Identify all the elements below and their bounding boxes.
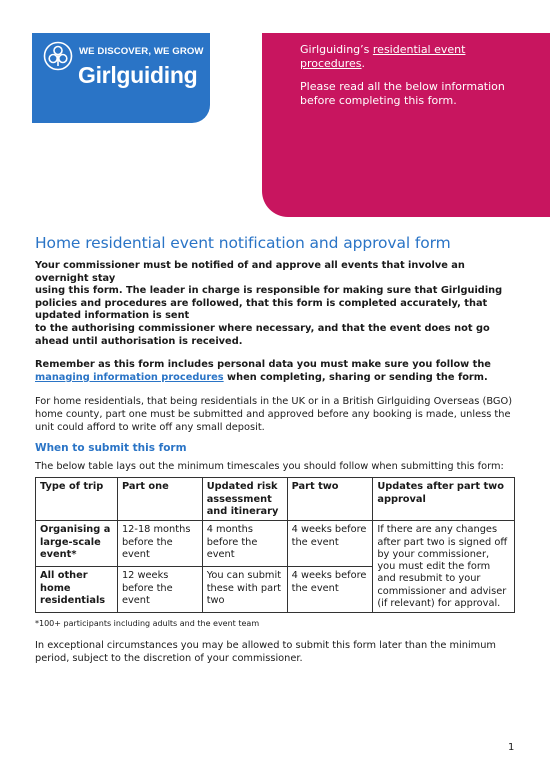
table-cell: 4 weeks before the event — [287, 567, 373, 613]
table-row — [36, 521, 515, 567]
page-title: Home residential event notification and approval form — [35, 234, 451, 252]
intro-paragraph-3: For home residentials, that being residentials in the UK or in a British Girlguiding Overseas (BGO) home county, part one must be submitted and approved before any booking is made, unless the unit could afford to write off any small deposit. — [35, 396, 513, 434]
intro-p2-text: Remember as this form includes personal data you must make sure you follow the — [35, 359, 491, 371]
callout-text: Girlguiding’s — [300, 43, 373, 56]
intro-paragraph-2 — [35, 359, 515, 384]
callout-para-1 — [300, 43, 525, 71]
page-number: 1 — [508, 742, 515, 753]
header-cell: Type of trip — [36, 478, 118, 521]
intro-paragraph-1 — [35, 260, 515, 348]
girlguiding-logo — [32, 33, 210, 123]
table-cell: 4 weeks before the event — [287, 521, 373, 567]
callout-para-2: Please read all the below information before completing this form. — [300, 80, 505, 107]
updates-merged-cell: If there are any changes after part two is signed off by your commissioner, you must edit the form and resubmit to your commissioner and adviser (if relevant) for approval. — [373, 521, 515, 613]
header-cell: Part one — [117, 478, 202, 521]
table-header-row — [36, 478, 515, 521]
table-footnote: *100+ participants including adults and the event team — [35, 619, 260, 629]
closing-paragraph: In exceptional circumstances you may be allowed to submit this form later than the minimum period, subject to the discretion of your commissioner. — [35, 640, 496, 665]
header-cell: Updates after part two approval — [373, 478, 515, 521]
logo-wordmark: Girlguiding — [78, 62, 198, 88]
row-type-cell: Organising a large-scale event* — [36, 521, 118, 567]
intro-line-1: Your commissioner must be notified of and approve all events that involve an overnight stay — [35, 260, 465, 284]
header-callout-text — [300, 43, 525, 117]
timescales-table — [35, 477, 515, 613]
managing-information-link[interactable]: managing information procedures — [35, 371, 224, 383]
section-heading-when: When to submit this form — [35, 442, 187, 455]
intro-p2-text-end: when completing, sharing or sending the form. — [223, 371, 488, 383]
intro-line-2: using this form. The leader in charge is responsible for making sure that Girlguiding policies and procedures are followed, that this form is completed accurately, that updated information is sent — [35, 285, 503, 322]
table-cell: 12-18 months before the event — [117, 521, 202, 567]
row-type-cell: All other home residentials — [36, 567, 118, 613]
intro-line-3: to the authorising commissioner where necessary, and that the event does not go ahead until authorisation is received. — [35, 322, 490, 347]
table-cell: 4 months before the event — [202, 521, 287, 567]
table-cell: 12 weeks before the event — [117, 567, 202, 613]
header-cell: Part two — [287, 478, 373, 521]
header-callout-panel — [262, 33, 550, 217]
main-content — [35, 234, 515, 665]
table-cell: You can submit these with part two — [202, 567, 287, 613]
residential-procedures-link[interactable]: residential event procedures — [300, 43, 466, 70]
trefoil-icon — [43, 41, 73, 71]
callout-text-end: . — [361, 57, 366, 70]
when-lead-text: The below table lays out the minimum timescales you should follow when submitting this form: — [35, 461, 504, 473]
logo-tagline: WE DISCOVER, WE GROW — [79, 46, 204, 57]
header-cell: Updated risk assessment and itinerary — [202, 478, 287, 521]
